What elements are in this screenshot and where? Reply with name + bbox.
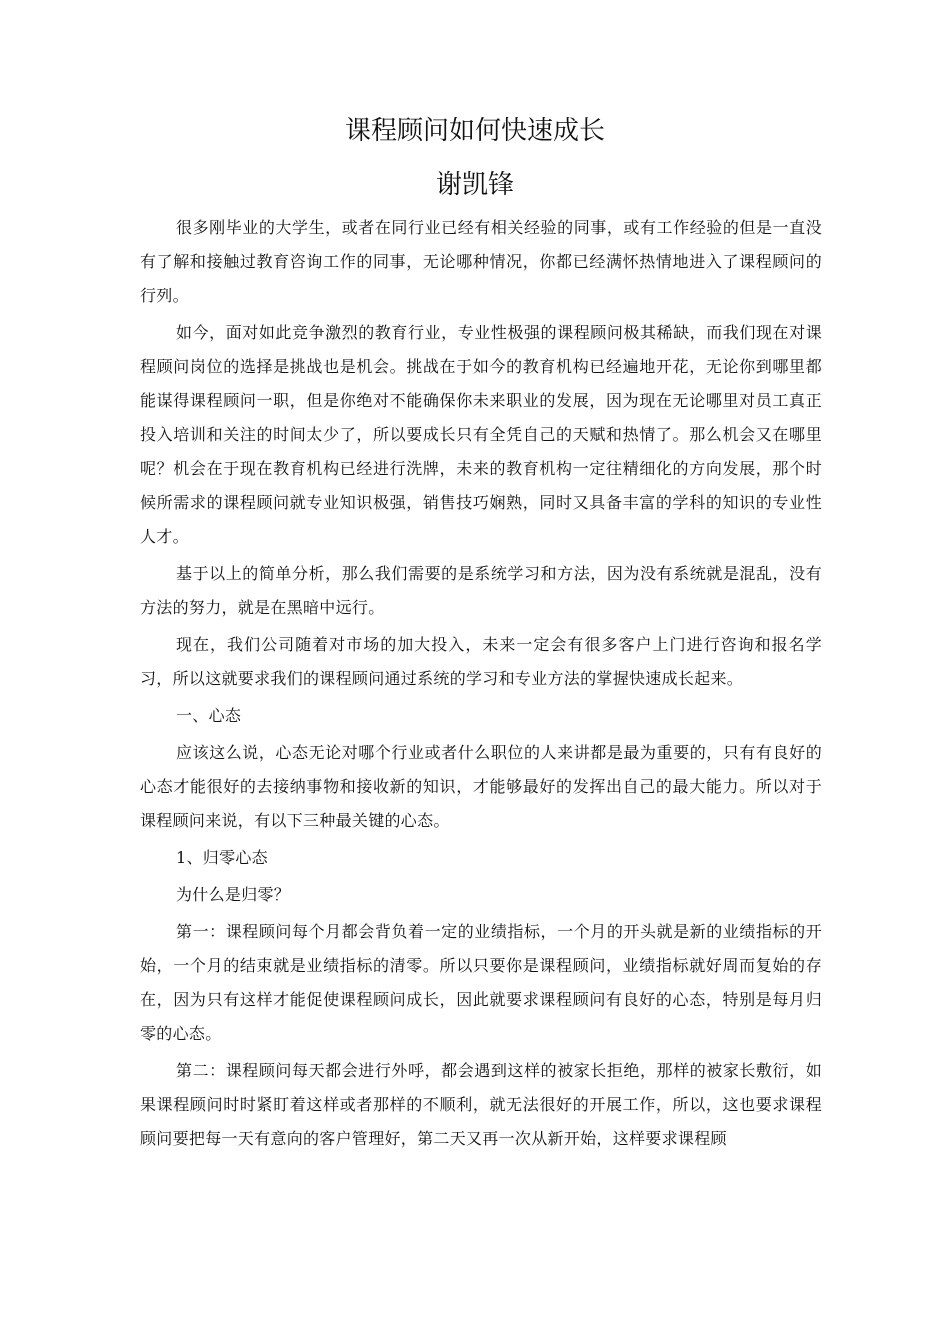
document-title: 课程顾问如何快速成长 [344, 116, 605, 146]
document-author: 谢凯锋 [435, 170, 514, 200]
subsection-heading: 1、归零心态 [176, 848, 268, 867]
paragraph: 很多刚毕业的大学生，或者在同行业已经有相关经验的同事，或有工作经验的但是一直没有了解和接触过教育咨询工作的同事，无论哪种情况，你都已经满怀热情地进入了课程顾问的行列。 [140, 218, 822, 305]
document-body [140, 211, 822, 1159]
section-heading: 一、心态 [176, 706, 242, 725]
paragraph: 为什么是归零？ [176, 885, 291, 904]
paragraph: 如今，面对如此竞争激烈的教育行业，专业性极强的课程顾问极其稀缺，而我们现在对课程顾问岗位的选择是挑战也是机会。挑战在于如今的教育机构已经遍地开花，无论你到哪里都能谋得课程顾问一职，但是你绝对不能确保你未来职业的发展，因为现在无论哪里对员工真正投入培训和关注的时间太少了，所以要成长只有全凭自己的天赋和热情了。那么机会又在哪里呢？机会在于现在教育机构已经进行洗牌，未来的教育机构一定往精细化的方向发展，那个时候所需求的课程顾问就专业知识极强，销售技巧娴熟，同时又具备丰富的学科的知识的专业性人才。 [140, 323, 822, 546]
paragraph: 第二：课程顾问每天都会进行外呼，都会遇到这样的被家长拒绝，那样的被家长敷衍，如果课程顾问时时紧盯着这样或者那样的不顺利，就无法很好的开展工作，所以，这也要求课程顾问要把每一天有意向的客户管理好，第二天又再一次从新开始，这样要求课程顾 [140, 1061, 822, 1148]
paragraph: 基于以上的简单分析，那么我们需要的是系统学习和方法，因为没有系统就是混乱，没有方法的努力，就是在黑暗中远行。 [140, 564, 822, 617]
paragraph: 应该这么说，心态无论对哪个行业或者什么职位的人来讲都是最为重要的，只有有良好的心态才能很好的去接纳事物和接收新的知识，才能够最好的发挥出自己的最大能力。所以对于课程顾问来说，有以下三种最关键的心态。 [140, 743, 822, 830]
paragraph: 第一：课程顾问每个月都会背负着一定的业绩指标，一个月的开头就是新的业绩指标的开始，一个月的结束就是业绩指标的清零。所以只要你是课程顾问，业绩指标就好周而复始的存在，因为只有这样才能促使课程顾问成长，因此就要求课程顾问有良好的心态，特别是每月归零的心态。 [140, 922, 822, 1043]
paragraph: 现在，我们公司随着对市场的加大投入，未来一定会有很多客户上门进行咨询和报名学习，所以这就要求我们的课程顾问通过系统的学习和专业方法的掌握快速成长起来。 [140, 635, 822, 688]
